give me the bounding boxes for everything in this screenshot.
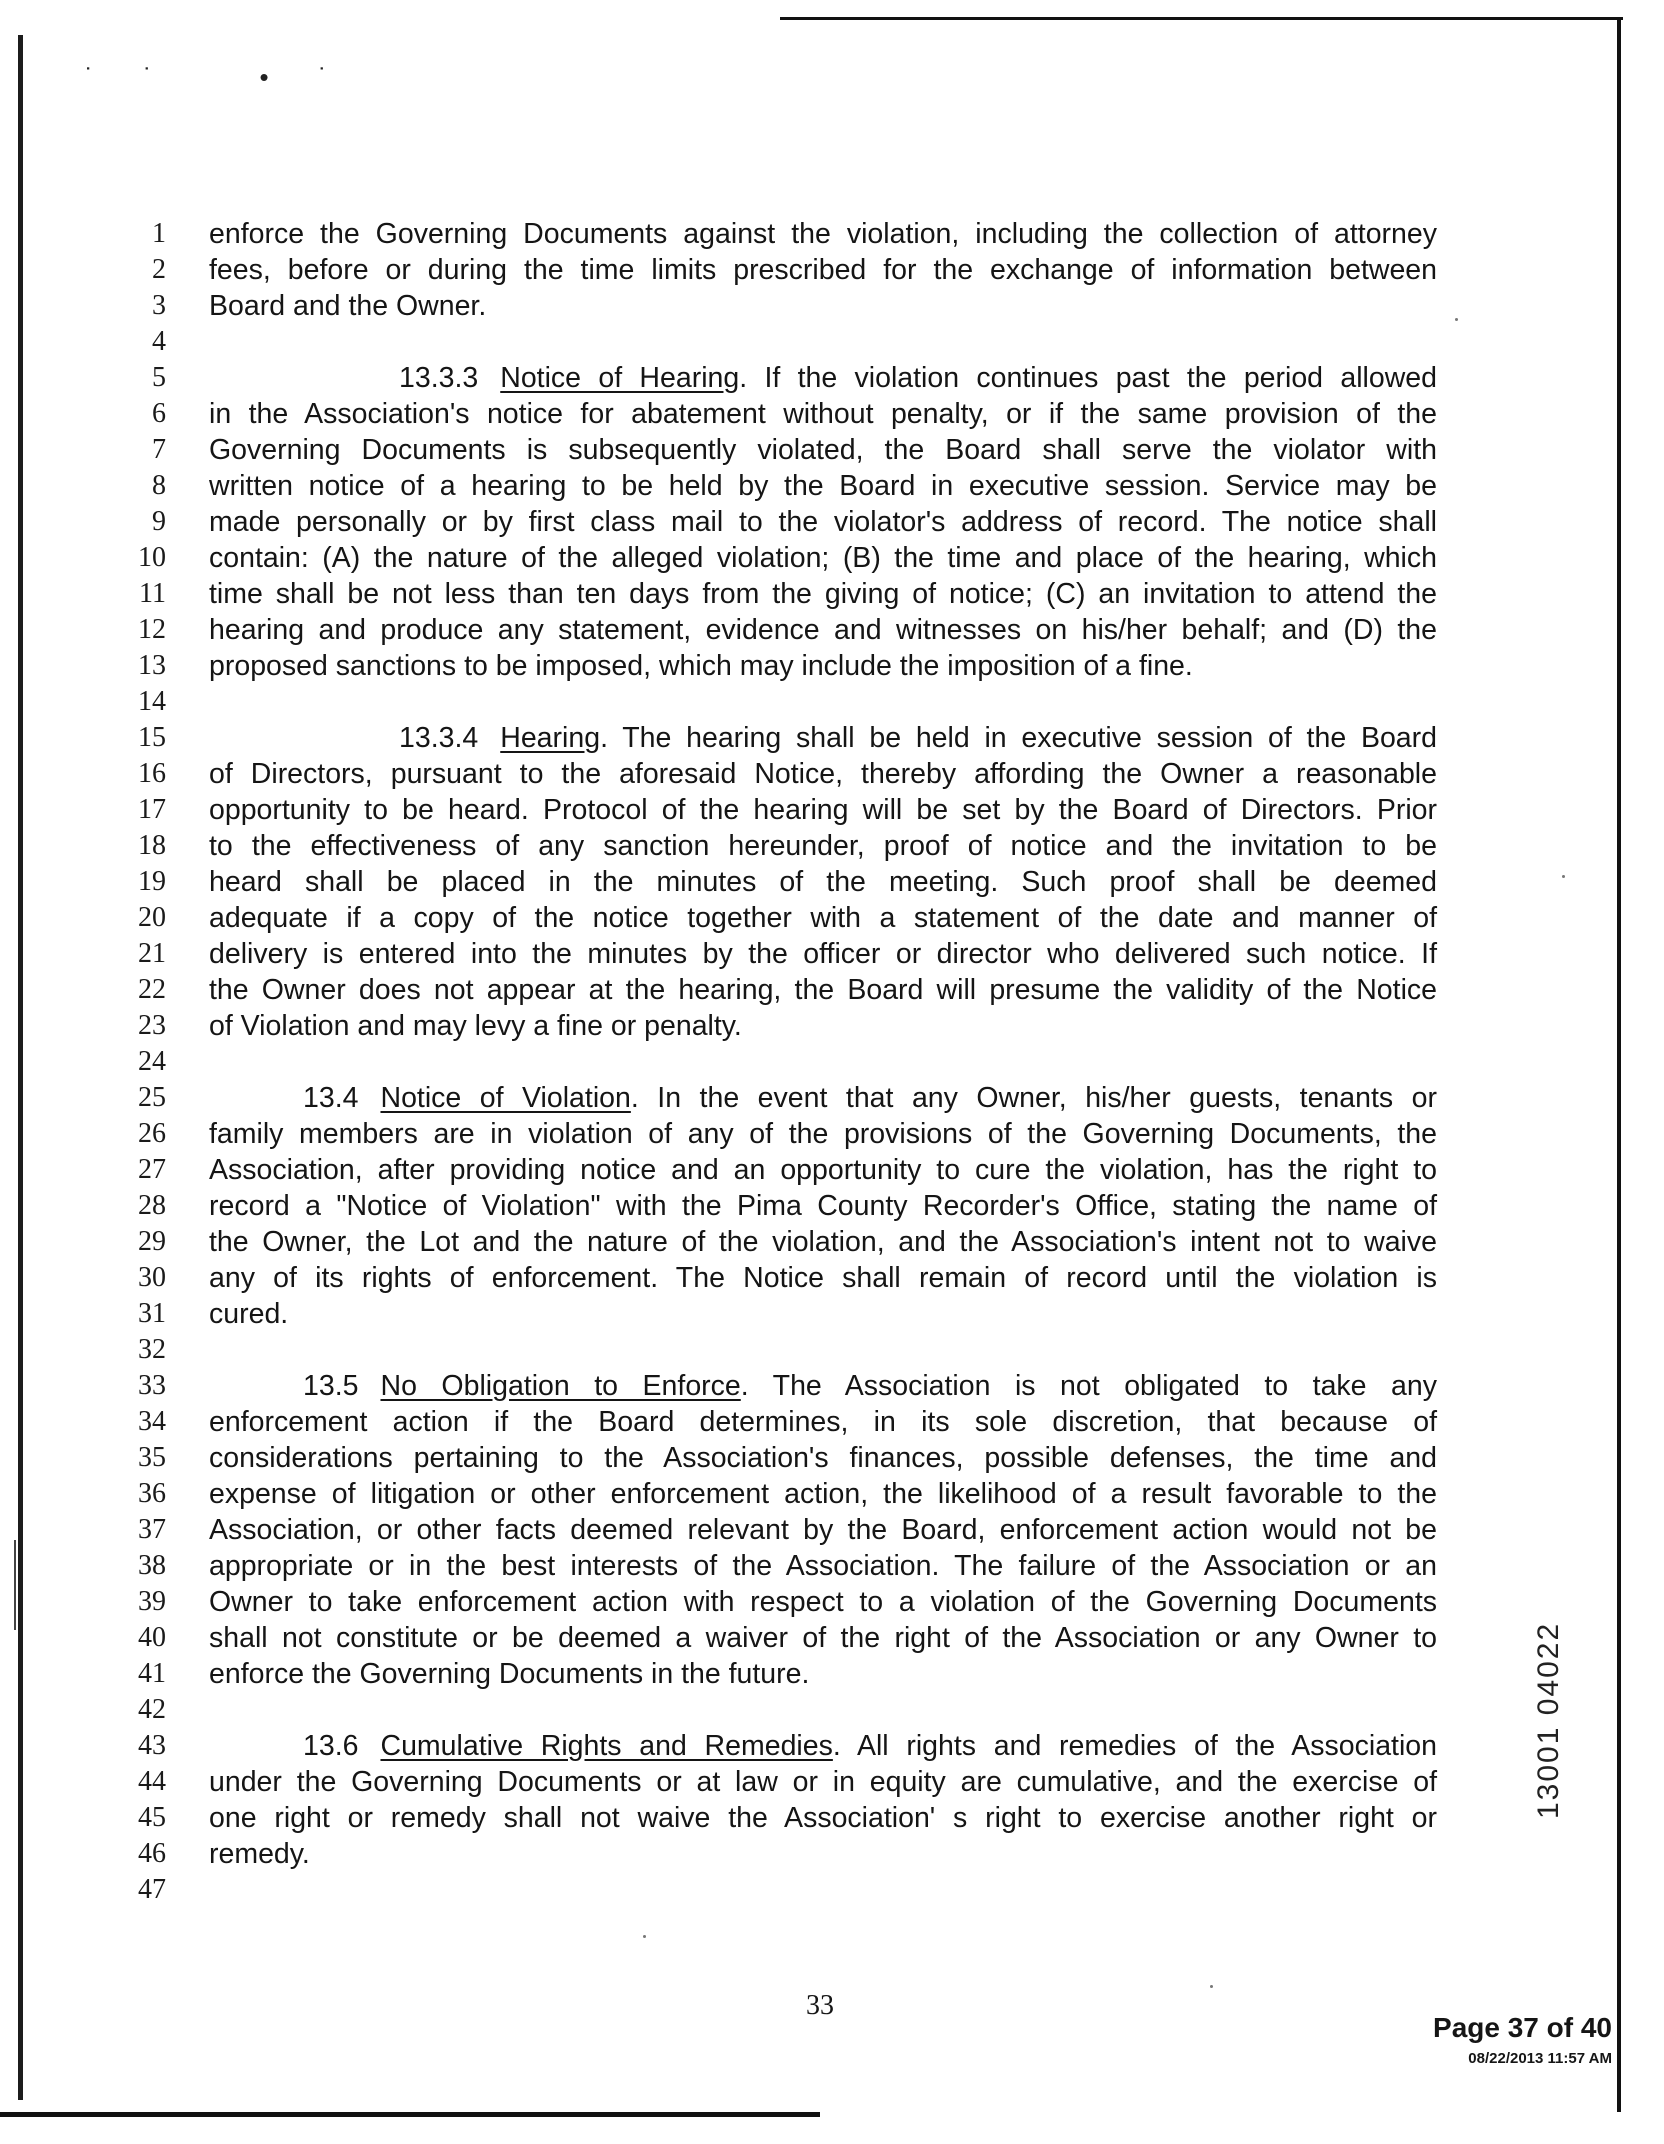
text-line: opportunity to be heard. Protocol of the hearing will be set by the Board of Directors. Prior	[209, 794, 1437, 826]
line-number: 12	[138, 614, 166, 645]
docket-side-id: 13001 04022	[1532, 1621, 1565, 1819]
scan-border-left-mark	[14, 1540, 16, 1630]
text-line: made personally or by first class mail to the violator's address of record. The notice shall	[209, 506, 1437, 538]
section-heading-13-5	[303, 1368, 1437, 1404]
text-line: appropriate or in the best interests of the Association. The failure of the Association or an	[209, 1550, 1437, 1582]
text-line: to the effectiveness of any sanction hereunder, proof of notice and the invitation to be	[209, 830, 1437, 862]
scan-border-left	[18, 35, 23, 2100]
line-number: 42	[138, 1694, 166, 1725]
text-line: shall not constitute or be deemed a waiver of the right of the Association or any Owner to	[209, 1622, 1437, 1654]
line-number: 39	[138, 1586, 166, 1617]
line-number: 23	[138, 1010, 166, 1041]
text-line: contain: (A) the nature of the alleged violation; (B) the time and place of the hearing, which	[209, 542, 1437, 574]
line-number: 47	[138, 1874, 166, 1905]
scan-border-right	[1617, 17, 1621, 2112]
text-line: written notice of a hearing to be held by the Board in executive session. Service may be	[209, 470, 1437, 502]
section-text: . All rights and remedies of the Association	[832, 1730, 1438, 1762]
line-number: 33	[138, 1370, 166, 1401]
text-line: adequate if a copy of the notice together with a statement of the date and manner of	[209, 902, 1437, 934]
line-number: 7	[152, 434, 166, 465]
text-line: one right or remedy shall not waive the Association' s right to exercise another right or	[209, 1802, 1437, 1834]
line-number: 24	[138, 1046, 166, 1077]
text-line: enforce the Governing Documents against the violation, including the collection of attorney	[209, 218, 1437, 250]
text-line: the Owner, the Lot and the nature of the violation, and the Association's intent not to waive	[209, 1226, 1437, 1258]
line-number: 1	[152, 218, 166, 249]
scan-border-bottom	[0, 2112, 820, 2117]
line-number: 38	[138, 1550, 166, 1581]
section-text: . If the violation continues past the period allowed	[739, 362, 1437, 394]
line-number: 20	[138, 902, 166, 933]
section-number: 13.6	[303, 1730, 359, 1762]
text-line: expense of litigation or other enforcement action, the likelihood of a result favorable to the	[209, 1478, 1437, 1510]
text-line: any of its rights of enforcement. The Notice shall remain of record until the violation is	[209, 1262, 1437, 1294]
section-number: 13.5	[303, 1370, 359, 1402]
scan-marks: ˙˙ •˙	[85, 62, 378, 92]
scan-speck	[1210, 1985, 1213, 1988]
section-title: Notice of Violation	[380, 1082, 631, 1114]
section-heading-13-6	[303, 1728, 1437, 1764]
line-number: 29	[138, 1226, 166, 1257]
line-number: 40	[138, 1622, 166, 1653]
text-line: the Owner does not appear at the hearing, the Board will presume the validity of the Notice	[209, 974, 1437, 1006]
section-text: . The hearing shall be held in executive session of the Board	[600, 722, 1437, 754]
section-text: . In the event that any Owner, his/her guests, tenants or	[630, 1082, 1437, 1114]
line-number: 21	[138, 938, 166, 969]
line-number: 34	[138, 1406, 166, 1437]
text-line: enforcement action if the Board determines, in its sole discretion, that because of	[209, 1406, 1437, 1438]
line-number: 26	[138, 1118, 166, 1149]
section-title: Notice of Hearing	[500, 362, 740, 394]
scan-speck	[643, 1935, 646, 1938]
line-number: 32	[138, 1334, 166, 1365]
line-number: 10	[138, 542, 166, 573]
line-number: 14	[138, 686, 166, 717]
text-line: remedy.	[209, 1838, 310, 1870]
section-number: 13.3.3	[399, 362, 479, 394]
line-number: 35	[138, 1442, 166, 1473]
line-number: 2	[152, 254, 166, 285]
text-line: time shall be not less than ten days from the giving of notice; (C) an invitation to attend the	[209, 578, 1437, 610]
text-line: of Directors, pursuant to the aforesaid Notice, thereby affording the Owner a reasonable	[209, 758, 1437, 790]
line-number: 44	[138, 1766, 166, 1797]
text-line: fees, before or during the time limits prescribed for the exchange of information between	[209, 254, 1437, 286]
line-number: 25	[138, 1082, 166, 1113]
line-number: 31	[138, 1298, 166, 1329]
line-number: 17	[138, 794, 166, 825]
line-number: 16	[138, 758, 166, 789]
text-line: under the Governing Documents or at law or in equity are cumulative, and the exercise of	[209, 1766, 1437, 1798]
text-line: proposed sanctions to be imposed, which may include the imposition of a fine.	[209, 650, 1193, 682]
text-line: Association, or other facts deemed relevant by the Board, enforcement action would not be	[209, 1514, 1437, 1546]
line-number: 37	[138, 1514, 166, 1545]
recorder-date-stamp: 08/22/2013 11:57 AM	[1468, 2050, 1612, 2067]
page-number: 33	[806, 1990, 834, 2021]
line-number: 43	[138, 1730, 166, 1761]
line-number: 15	[138, 722, 166, 753]
text-line: hearing and produce any statement, evidence and witnesses on his/her behalf; and (D) the	[209, 614, 1437, 646]
line-number: 11	[139, 578, 166, 609]
line-number: 46	[138, 1838, 166, 1869]
line-number: 19	[138, 866, 166, 897]
text-line: Governing Documents is subsequently violated, the Board shall serve the violator with	[209, 434, 1437, 466]
text-line: enforce the Governing Documents in the future.	[209, 1658, 810, 1690]
section-title: Cumulative Rights and Remedies	[380, 1730, 833, 1762]
section-heading-13-3-3	[399, 360, 1437, 396]
section-heading-13-3-4	[399, 720, 1437, 756]
text-line: delivery is entered into the minutes by the officer or director who delivered such notice. If	[209, 938, 1437, 970]
line-number: 27	[138, 1154, 166, 1185]
text-line: Association, after providing notice and an opportunity to cure the violation, has the right to	[209, 1154, 1437, 1186]
line-number: 13	[138, 650, 166, 681]
scan-speck	[1455, 318, 1458, 321]
scan-speck	[1562, 875, 1565, 878]
section-text: . The Association is not obligated to take any	[740, 1370, 1437, 1402]
text-line: considerations pertaining to the Association's finances, possible defenses, the time and	[209, 1442, 1437, 1474]
line-number: 41	[138, 1658, 166, 1689]
line-number: 5	[152, 362, 166, 393]
line-number: 36	[138, 1478, 166, 1509]
section-heading-13-4	[303, 1080, 1437, 1116]
line-number: 18	[138, 830, 166, 861]
section-title: No Obligation to Enforce	[380, 1370, 741, 1402]
text-line: cured.	[209, 1298, 289, 1330]
line-number: 3	[152, 290, 166, 321]
line-number: 28	[138, 1190, 166, 1221]
section-number: 13.4	[303, 1082, 359, 1114]
text-line: heard shall be placed in the minutes of the meeting. Such proof shall be deemed	[209, 866, 1437, 898]
text-line: Board and the Owner.	[209, 290, 487, 322]
text-line: Owner to take enforcement action with respect to a violation of the Governing Documents	[209, 1586, 1437, 1618]
line-number: 4	[152, 326, 166, 357]
line-number: 6	[152, 398, 166, 429]
text-line: record a "Notice of Violation" with the Pima County Recorder's Office, stating the name of	[209, 1190, 1437, 1222]
section-number: 13.3.4	[399, 722, 479, 754]
line-number: 45	[138, 1802, 166, 1833]
text-line: family members are in violation of any of the provisions of the Governing Documents, the	[209, 1118, 1437, 1150]
recorder-page-stamp: Page 37 of 40	[1433, 2012, 1612, 2043]
line-number: 9	[152, 506, 166, 537]
section-title: Hearing	[500, 722, 601, 754]
line-number: 8	[152, 470, 166, 501]
scan-border-top	[780, 17, 1623, 20]
text-line: in the Association's notice for abatement without penalty, or if the same provision of the	[209, 398, 1437, 430]
text-line: of Violation and may levy a fine or penalty.	[209, 1010, 742, 1042]
line-number: 30	[138, 1262, 166, 1293]
line-number: 22	[138, 974, 166, 1005]
